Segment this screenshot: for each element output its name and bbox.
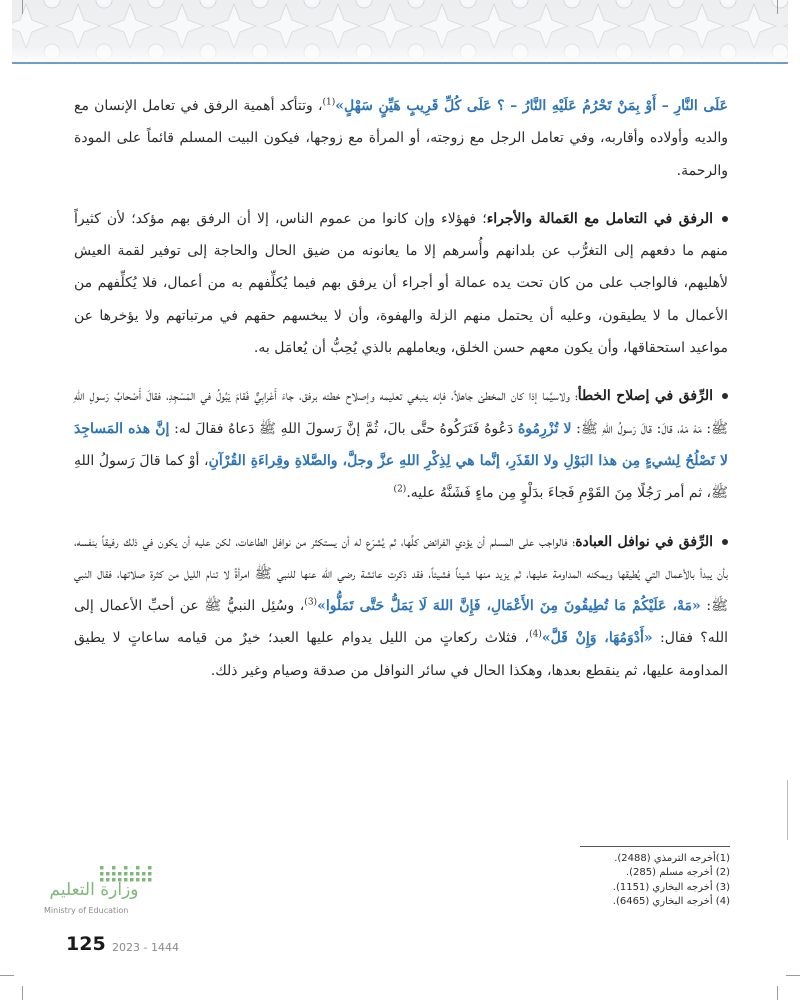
section-heading: الرفق في التعامل مع العَمالة والأجراء: [486, 210, 713, 227]
footnote-ref: (4): [529, 629, 542, 640]
paragraph-family-rifq: [74, 90, 728, 187]
body-text: [74, 90, 728, 687]
paragraph-workers: [74, 203, 728, 364]
crop-mark: [777, 0, 778, 14]
bullet-icon: [722, 539, 728, 545]
section-heading: الرِّفق في إصلاح الخطأ: [577, 388, 713, 405]
footnote-item: (4) أخرجه البخاري (6465).: [612, 896, 730, 908]
header-rule: [12, 62, 788, 64]
paragraph-text: دَعُوهُ فَتَرَكُوهُ حتَّى بالَ، ثُمَّ إنَّ رَسولَ اللهِ ﷺ دَعاهُ فقالَ له:: [174, 420, 514, 437]
hadith-quote: «مَهْ، عَلَيْكُمْ مَا تُطِيقُونَ مِنَ الأَعْمَالِ، فَإِنَّ اللهَ لَا يَمَلُّ حَتَّى تَمَلُّوا»: [317, 598, 701, 615]
hadith-quote: لا تُزْرِمُوهُ: [517, 420, 572, 437]
ministry-name-ar: وزارة التعليم: [49, 880, 139, 900]
logo-dot: [124, 866, 128, 870]
logo-dot: [148, 878, 152, 882]
logo-dot: [124, 872, 128, 876]
paragraph-text: ؛ فهؤلاء وإن كانوا من عموم الناس، إلا أن الرفق بهم مؤكد؛ لأن كثيراً منهم ما دفعهم إلى التغرُّب عن بلدانهم وأُسرهم إلا ما يعانونه من ضيق الحال والحاجة إلى توفير لقمة العيش لأهليهم، فالواجب على من كان تحت يده عمالة أو أجراء أن يرفق بهم فيما يُكلِّفهم به من أعمال، فلا يُكلِّفهم من الأعمال ما لا يطيقون، وعليه أن يحتمل منهم الزلة والهفوة، وأن لا يبخسهم حقهم في مرتباتهم ولا يؤخرها عن مواعيد استحقاقها، وأن يكون معهم حسن الخلق، ويعاملهم بالذي يُحِبُّ أن يُعامَل به.: [74, 210, 728, 357]
logo-dot: [100, 866, 104, 870]
logo-dot: [130, 872, 134, 876]
year-label: 2023 - 1444: [112, 941, 179, 954]
paragraph-text: ؛ فالواجب على المسلم أن يؤدي الفرائض كلَّها، ثم يُشرَع له أن يستكثر من نوافل الطاعات، لكن عليه أن يكون في ذلك رفيقاً بنفسه، بأن يبدأ بالأعمال التي يُطيقها ويمكنه المداومة عليها، ثم يزيد منها شيئاً فشيئاً، فقد ذكرت عائشة رضي الله عنها للنبي ﷺ امرأةً لا تنام الليل من كثرة صلاتها، فقال النبي ﷺ:: [74, 533, 728, 615]
paragraph-worship: [74, 526, 728, 687]
logo-dot: [100, 872, 104, 876]
footnote-divider: [580, 846, 730, 847]
crop-mark: [22, 0, 23, 14]
footnote-ref: (1): [322, 97, 336, 108]
footnote-item: (3) أخرجه البخاري (1151).: [612, 881, 730, 893]
bullet-icon: [722, 393, 728, 399]
crop-mark: [22, 986, 23, 1000]
paragraph-text: ، وتتأكد أهمية الرفق في تعامل الإنسان مع والديه وأولاده وأقاربه، وفي تعامل الرجل مع زوجته، أو المرأة مع زوجها، فيكون البيت المسلم قائماً على المودة والرحمة.: [74, 98, 728, 179]
hadith-quote: عَلَى النَّارِ – أَوْ بِمَنْ تَحْرُمُ عَلَيْهِ النَّارُ – ؟ عَلَى كُلِّ قَرِيبٍ هَيِّنٍ سَهْلٍ»: [335, 98, 728, 114]
page-number: 125: [66, 933, 106, 955]
footnote-item: (1)أخرجه الترمذي (2488).: [614, 853, 730, 864]
logo-dot: [106, 872, 110, 876]
paragraph-correction: [74, 380, 728, 509]
header-pattern: [0, 0, 800, 62]
paragraph-text: ؛ ولاسيَّما إذا كان المخطئ جاهلاً، فإنه ينبغي تعليمه وإصلاح خطئه برفق، جاءَ أَعْرابِيٌّ فَقامَ يَبُولُ في المَسْجِدِ، فقالَ أَصْحابُ رَسولِ اللهِ ﷺ: مَهْ مَهْ، قالَ: قالَ رَسولُ اللهِ ﷺ:: [74, 388, 729, 437]
paragraph-text: ، فثلاث ركعاتٍ من الليل يدوام عليها العبد؛ خيرٌ من قيامه ساعاتٍ لا يطيق المداومة عليها، ثم ينقطع بعدها، وهكذا الحال في سائر النوافل من صدقة وصيام وغير ذلك.: [74, 630, 728, 679]
logo-dot: [148, 866, 152, 870]
crop-mark: [777, 986, 778, 1000]
footnote-ref: (2): [393, 484, 407, 495]
logo-dot: [136, 866, 140, 870]
footnote-ref: (3): [304, 597, 318, 608]
logo-dot: [148, 872, 152, 876]
logo-dot: [118, 872, 122, 876]
section-heading: الرِّفق في نوافل العبادة: [575, 533, 713, 550]
logo-dot: [142, 872, 146, 876]
hadith-quote: «أَدْوَمُهَا، وَإِنْ قَلَّ»: [541, 630, 653, 647]
footnotes: [480, 852, 730, 910]
margin-rule: [787, 780, 788, 840]
crop-mark: [0, 975, 14, 976]
logo-dot: [112, 872, 116, 876]
paragraph-text: ، أوْ كما قالَ رَسولُ اللهِ ﷺ، ثم أمر رَجُلًا مِنَ القَوْمِ فَجاءَ بدَلْوٍ مِن ماءٍ فَشَنَّهُ عليه.: [74, 452, 728, 502]
ministry-name-en: Ministry of Education: [44, 906, 129, 915]
logo-dot: [112, 866, 116, 870]
logo-dot: [136, 872, 140, 876]
crop-mark: [786, 975, 800, 976]
hadith-quote: إنَّ هذه المَساجِدَ لا تَصْلُحُ لِشيءٍ مِن هذا البَوْلِ ولا القَذَرِ، إنَّما هي لِذِكْرِ اللهِ عزَّ وجلَّ، والصَّلاةِ وقِراءَةِ القُرْآنِ: [74, 420, 728, 469]
bullet-icon: [722, 216, 728, 222]
footnote-item: (2) أخرجه مسلم (285).: [625, 867, 730, 879]
paragraph-text: ، وسُئِل النبيُّ ﷺ عن أحبِّ الأعمال إلى الله؟ فقال:: [74, 598, 728, 647]
